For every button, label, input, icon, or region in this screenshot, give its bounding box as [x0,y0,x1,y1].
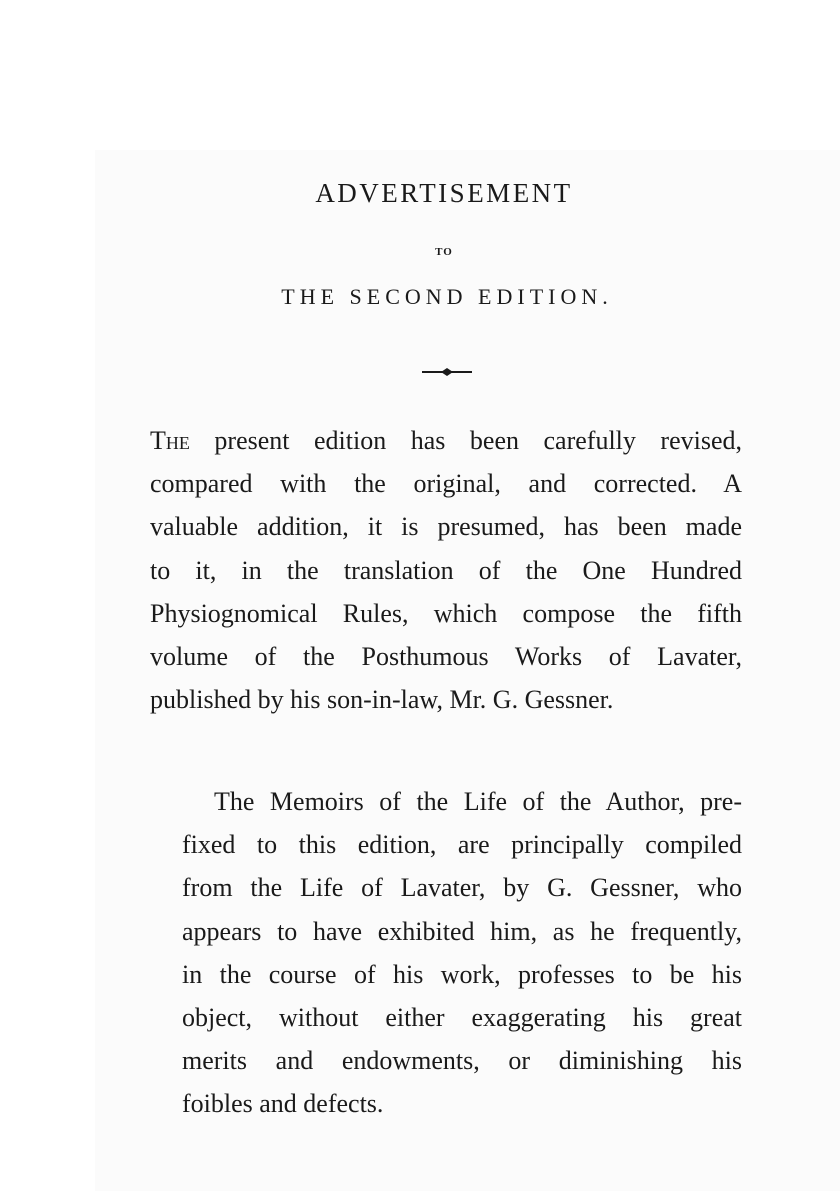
paragraph-1-line [150,419,742,462]
paragraph-2-line: merits and endowments, or diminishing his [182,1046,742,1076]
paragraph-2-line: from the Life of Lavater, by G. Gessner, who [182,873,742,903]
paragraph-1-line: to it, in the translation of the One Hundred [150,555,742,585]
paragraph-1-line: volume of the Posthumous Works of Lavater, [150,642,742,672]
paragraph-2-line: appears to have exhibited him, as he frequently, [182,916,742,946]
paragraph-2-line: The Memoirs of the Life of the Author, pre- [214,787,742,816]
paragraph-1-line: compared with the original, and corrected. A [150,469,742,499]
paragraph-1-line: valuable addition, it is presumed, has been made [150,512,742,542]
page-subtitle: THE SECOND EDITION. [281,284,613,309]
page-title: ADVERTISEMENT [315,178,573,208]
paragraph-1-line: Physiognomical Rules, which compose the fifth [150,598,742,628]
paragraph-1 [150,419,742,721]
paragraph-1-line: published by his son-in-law, Mr. G. Gessner. [150,685,614,715]
paragraph-2-line: foibles and defects. [182,1089,384,1119]
lead-word: The [150,426,190,455]
paragraph-2-line: fixed to this edition, are principally compiled [182,830,742,860]
paragraph-2 [150,780,742,1126]
dash-diamond-dash-ornament-icon [420,366,474,378]
paragraph-2-line: object, without either exaggerating his great [182,1003,742,1033]
paragraph-2-line: in the course of his work, professes to be his [182,959,742,989]
line-text: present edition has been carefully revised, [189,426,742,455]
title-connector: TO [435,246,453,258]
